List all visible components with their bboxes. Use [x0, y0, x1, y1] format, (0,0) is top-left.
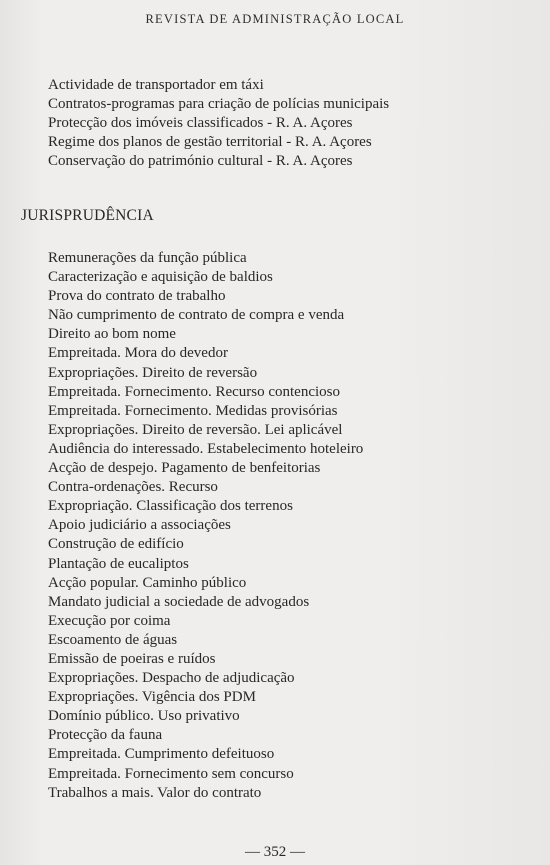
- list-item: Expropriações. Direito de reversão: [48, 364, 258, 381]
- list-item: Empreitada. Fornecimento. Recurso contencioso: [48, 383, 340, 400]
- list-item: Trabalhos a mais. Valor do contrato: [48, 784, 262, 801]
- list-item: Apoio judiciário a associações: [48, 517, 231, 534]
- list-item: Remunerações da função pública: [48, 250, 247, 266]
- list-item: Emissão de poeiras e ruídos: [48, 650, 216, 667]
- list-item: Não cumprimento de contrato de compra e venda: [48, 307, 345, 324]
- list-item: Protecção dos imóveis classificados - R. A. Açores: [48, 115, 353, 132]
- section-heading: JURISPRUDÊNCIA: [21, 207, 154, 224]
- list-item: Empreitada. Fornecimento sem concurso: [48, 765, 294, 782]
- list-item: Prova do contrato de trabalho: [48, 288, 226, 305]
- list-item: Plantação de eucaliptos: [48, 555, 189, 572]
- list-item: Empreitada. Mora do devedor: [48, 345, 228, 362]
- list-item: Contra-ordenações. Recurso: [48, 479, 218, 496]
- list-item: Conservação do património cultural - R. A. Açores: [48, 153, 353, 170]
- list-item: Empreitada. Fornecimento. Medidas provisórias: [48, 402, 338, 419]
- list-item: Direito ao bom nome: [48, 326, 176, 343]
- list-item: Expropriação. Classificação dos terrenos: [48, 498, 293, 515]
- list-item: Domínio público. Uso privativo: [48, 708, 240, 725]
- list-item: Actividade de transportador em táxi: [48, 77, 264, 93]
- list-item: Acção de despejo. Pagamento de benfeitorias: [48, 460, 321, 477]
- list-item: Acção popular. Caminho público: [48, 574, 247, 591]
- list-item: Execução por coima: [48, 612, 171, 629]
- list-item: Expropriações. Vigência dos PDM: [48, 689, 256, 706]
- list-item: Contratos-programas para criação de polícias municipais: [48, 96, 390, 113]
- list-item: Escoamento de águas: [48, 631, 178, 648]
- running-header: REVISTA DE ADMINISTRAÇÃO LOCAL: [145, 12, 405, 26]
- list-item: Regime dos planos de gestão territorial - R. A. Açores: [48, 134, 372, 151]
- list-item: Expropriações. Despacho de adjudicação: [48, 670, 295, 687]
- list-item: Empreitada. Cumprimento defeituoso: [48, 746, 275, 763]
- jurisprudence-list: [48, 249, 363, 803]
- list-item: Mandato judicial a sociedade de advogados: [48, 593, 310, 610]
- list-item: Construção de edifício: [48, 536, 184, 553]
- list-item: Expropriações. Direito de reversão. Lei aplicável: [48, 421, 343, 438]
- list-item: Protecção da fauna: [48, 727, 163, 744]
- page-number: — 352 —: [245, 844, 305, 860]
- top-item-list: [48, 76, 389, 171]
- list-item: Audiência do interessado. Estabelecimento hoteleiro: [48, 440, 364, 457]
- list-item: Caracterização e aquisição de baldios: [48, 269, 273, 286]
